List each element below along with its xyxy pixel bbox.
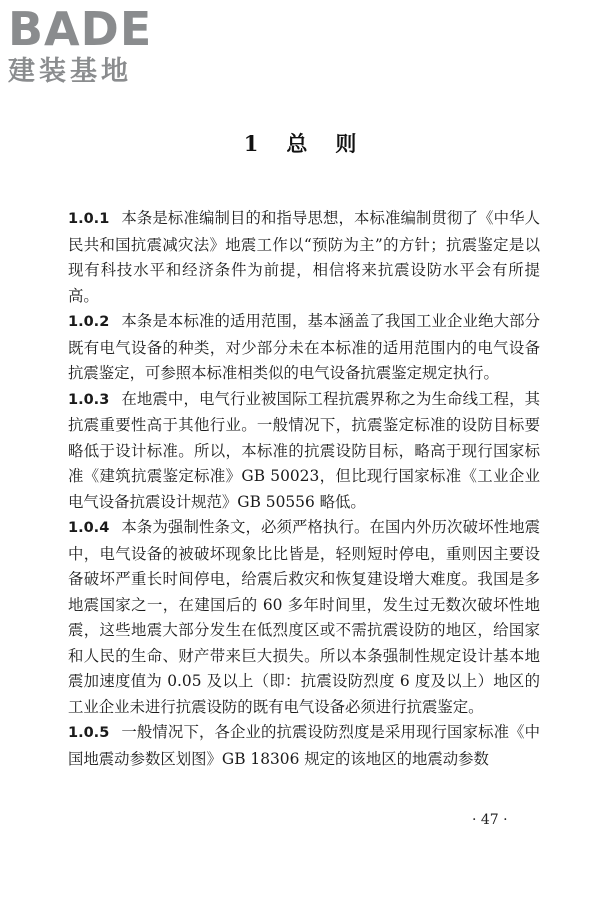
- clause-text: 本条是本标准的适用范围，基本涵盖了我国工业企业绝大部分既有电气设备的种类，对少部分未在本标准的适用范围内的电气设备抗震鉴定，可参照本标准相类似的电气设备抗震鉴定规定执行。: [68, 312, 540, 382]
- chapter-title-part1: 总: [286, 131, 308, 156]
- clause-number: 1.0.5: [68, 725, 110, 741]
- clause-number: 1.0.1: [68, 211, 110, 227]
- clause-text: 在地震中，电气行业被国际工程抗震界称之为生命线工程，其抗震重要性高于其他行业。一般情况下，抗震鉴定标准的设防目标要略低于设计标准。所以，本标准的抗震设防目标，略高于现行国家标准《建筑抗震鉴定标准》GB 50023，但比现行国家标准《工业企业电气设备抗震设计规范》GB 50556 略低。: [68, 389, 540, 511]
- logo-subtitle: 建装基地: [8, 56, 132, 87]
- clause-1-0-1: [68, 206, 540, 309]
- clause-number: 1.0.4: [68, 520, 110, 536]
- bade-logo: [8, 4, 178, 88]
- clause-number: 1.0.2: [68, 314, 110, 330]
- clause-text: 本条是标准编制目的和指导思想，本标准编制贯彻了《中华人民共和国抗震减灾法》地震工作以“预防为主”的方针；抗震鉴定是以现有科技水平和经济条件为前提，相信将来抗震设防水平会有所提高。: [68, 209, 540, 305]
- clause-text: 一般情况下，各企业的抗震设防烈度是采用现行国家标准《中国地震动参数区划图》GB 18306 规定的该地区的地震动参数: [68, 723, 540, 768]
- clause-number: 1.0.3: [68, 391, 110, 408]
- page-number: · 47 ·: [472, 812, 508, 828]
- chapter-number: 1: [243, 131, 259, 156]
- chapter-title: [0, 128, 600, 158]
- clause-1-0-3: [68, 387, 540, 516]
- logo-mark: BADE: [8, 2, 153, 56]
- chapter-title-part2: 则: [335, 131, 357, 156]
- clause-text: 本条为强制性条文，必须严格执行。在国内外历次破坏性地震中，电气设备的被破坏现象比比皆是，轻则短时停电，重则因主要设备破坏严重长时间停电，给震后救灾和恢复建设增大难度。我国是多地震国家之一，在建国后的 60 多年时间里，发生过无数次破坏性地震，这些地震大部分发生在低烈度区或不需抗震设防的地区，给国家和人民的生命、财产带来巨大损失。所以本条强制性规定设计基本地震加速度值为 0.05 及以上（即：抗震设防烈度 6 度及以上）地区的工业企业未进行抗震设防的既有电气设备必须进行抗震鉴定。: [68, 518, 540, 716]
- clause-1-0-2: [68, 309, 540, 387]
- clause-list: [68, 206, 540, 772]
- clause-1-0-5: [68, 720, 540, 772]
- clause-1-0-4: [68, 515, 540, 720]
